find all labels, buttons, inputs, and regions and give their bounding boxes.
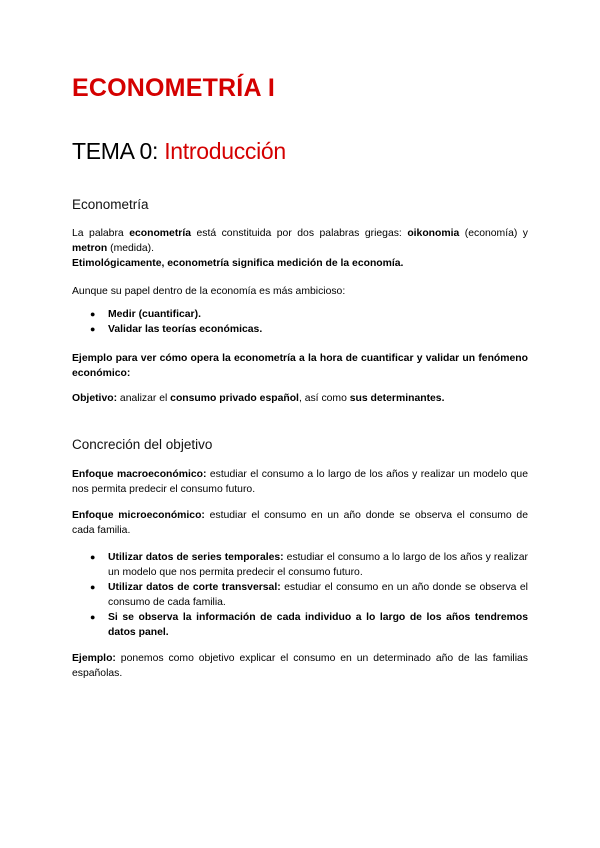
goals-list bbox=[72, 307, 528, 337]
text-run: (medida). bbox=[107, 243, 154, 254]
example-heading: Ejemplo para ver cómo opera la econometría a la hora de cuantificar y validar un fenómeno económico: bbox=[72, 353, 528, 379]
data-types-list bbox=[72, 550, 528, 640]
micro-label: Enfoque microeconómico: bbox=[72, 510, 205, 521]
tema-prefix: TEMA 0: bbox=[72, 138, 159, 164]
list-item: ● Si se observa la información de cada individuo a lo largo de los años tendremos datos panel. bbox=[90, 612, 528, 638]
term-oikonomia: oikonomia bbox=[407, 228, 460, 239]
bullet-icon: ● bbox=[90, 324, 96, 334]
bullet-icon: ● bbox=[90, 552, 96, 562]
objective-term-determinantes: sus determinantes. bbox=[349, 393, 445, 404]
text-run: (economía) y bbox=[459, 228, 528, 239]
objective-label: Objetivo: bbox=[72, 393, 118, 404]
macro-label: Enfoque macroeconómico: bbox=[72, 469, 207, 480]
example-paragraph: Ejemplo: ponemos como objetivo explicar el consumo en un determinado año de las familias españolas. bbox=[72, 653, 528, 679]
term-metron: metron bbox=[72, 243, 108, 254]
objective-paragraph: Objetivo: analizar el consumo privado español, así como sus determinantes. bbox=[72, 393, 445, 404]
section-title-econometria: Econometría bbox=[72, 197, 149, 212]
scope-paragraph: Aunque su papel dentro de la economía es más ambicioso: bbox=[72, 286, 346, 297]
section-title-concrecion: Concreción del objetivo bbox=[72, 437, 213, 452]
tema-topic: Introducción bbox=[164, 138, 286, 164]
tema-heading bbox=[72, 138, 286, 165]
definition-paragraph bbox=[72, 226, 528, 271]
list-item: ● Utilizar datos de series temporales: estudiar el consumo a lo largo de los años y realizar un modelo que nos permita predecir el consumo futuro. bbox=[90, 552, 528, 578]
bullet-icon: ● bbox=[90, 612, 96, 622]
term-econometria: econometría bbox=[129, 228, 191, 239]
bullet-icon: ● bbox=[90, 309, 96, 319]
etymology-statement: Etimológicamente, econometría significa medición de la economía. bbox=[72, 258, 404, 269]
example-label: Ejemplo: bbox=[72, 653, 116, 664]
objective-term-consumo: consumo privado español bbox=[170, 393, 299, 404]
bullet-icon: ● bbox=[90, 582, 96, 592]
list-item: ● Validar las teorías económicas. bbox=[90, 324, 263, 335]
text-run: está constituida por dos palabras griegas: bbox=[191, 228, 408, 239]
text-run: La palabra bbox=[72, 228, 130, 239]
course-title: ECONOMETRÍA I bbox=[72, 74, 276, 102]
list-item: ● Utilizar datos de corte transversal: estudiar el consumo en un año donde se observa el consumo de cada familia. bbox=[90, 582, 528, 608]
list-item: ● Medir (cuantificar). bbox=[90, 309, 201, 320]
macro-paragraph: Enfoque macroeconómico: estudiar el consumo a lo largo de los años y realizar un modelo que nos permita predecir el consumo futuro. bbox=[72, 469, 528, 495]
micro-paragraph: Enfoque microeconómico: estudiar el consumo en un año donde se observa el consumo de cada familia. bbox=[72, 510, 528, 536]
